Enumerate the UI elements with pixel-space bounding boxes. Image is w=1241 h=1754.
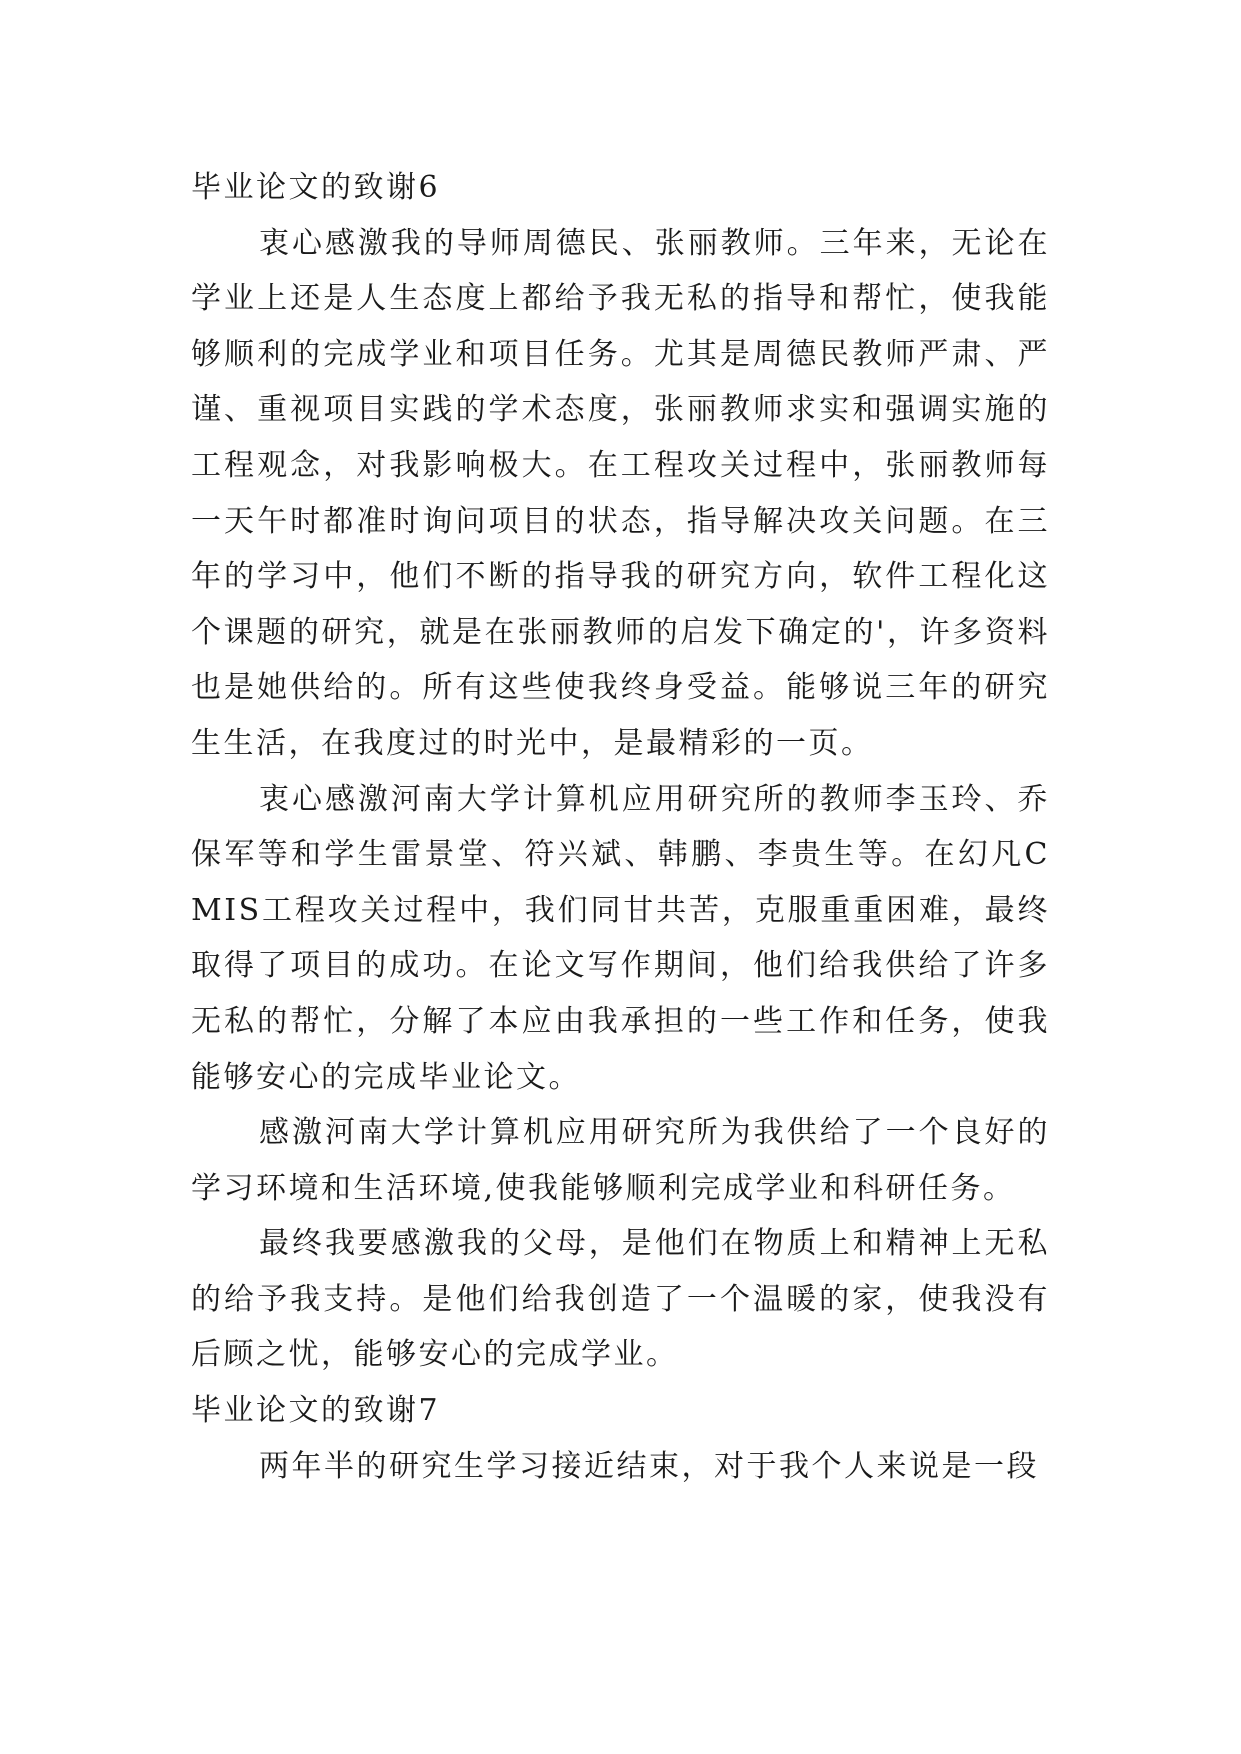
section-heading: 毕业论文的致谢7 [191,1393,441,1429]
paragraph: 衷心感激我的导师周德民、张丽教师。三年来，无论在学业上还是人生态度上都给予我无私的指导和帮忙，使我能够顺利的完成学业和项目任务。尤其是周德民教师严肃、严谨、重视项目实践的学术态度，张丽教师求实和强调实施的工程观念，对我影响极大。在工程攻关过程中，张丽教师每一天午时都准时询问项目的状态，指导解决攻关问题。在三年的学习中，他们不断的指导我的研究方向，软件工程化这个课题的研究，就是在张丽教师的启发下确定的'，许多资料也是她供给的。所有这些使我终身受益。能够说三年的研究生生活，在我度过的时光中，是最精彩的一页。 [191,225,1050,761]
paragraph: 两年半的研究生学习接近结束，对于我个人来说是一段 [259,1448,1039,1484]
paragraph: 感激河南大学计算机应用研究所为我供给了一个良好的学习环境和生活环境,使我能够顺利完成学业和科研任务。 [191,1115,1050,1206]
section-heading: 毕业论文的致谢6 [191,170,441,205]
paragraph: 最终我要感激我的父母，是他们在物质上和精神上无私的给予我支持。是他们给我创造了一个温暖的家，使我没有后顾之忧，能够安心的完成学业。 [191,1226,1050,1373]
paragraph: 衷心感激河南大学计算机应用研究所的教师李玉玲、乔保军等和学生雷景堂、符兴斌、韩鹏、李贵生等。在幻凡CMIS工程攻关过程中，我们同甘共苦，克服重重困难，最终取得了项目的成功。在论文写作期间，他们给我供给了许多无私的帮忙，分解了本应由我承担的一些工作和任务，使我能够安心的完成毕业论文。 [191,781,1050,1095]
